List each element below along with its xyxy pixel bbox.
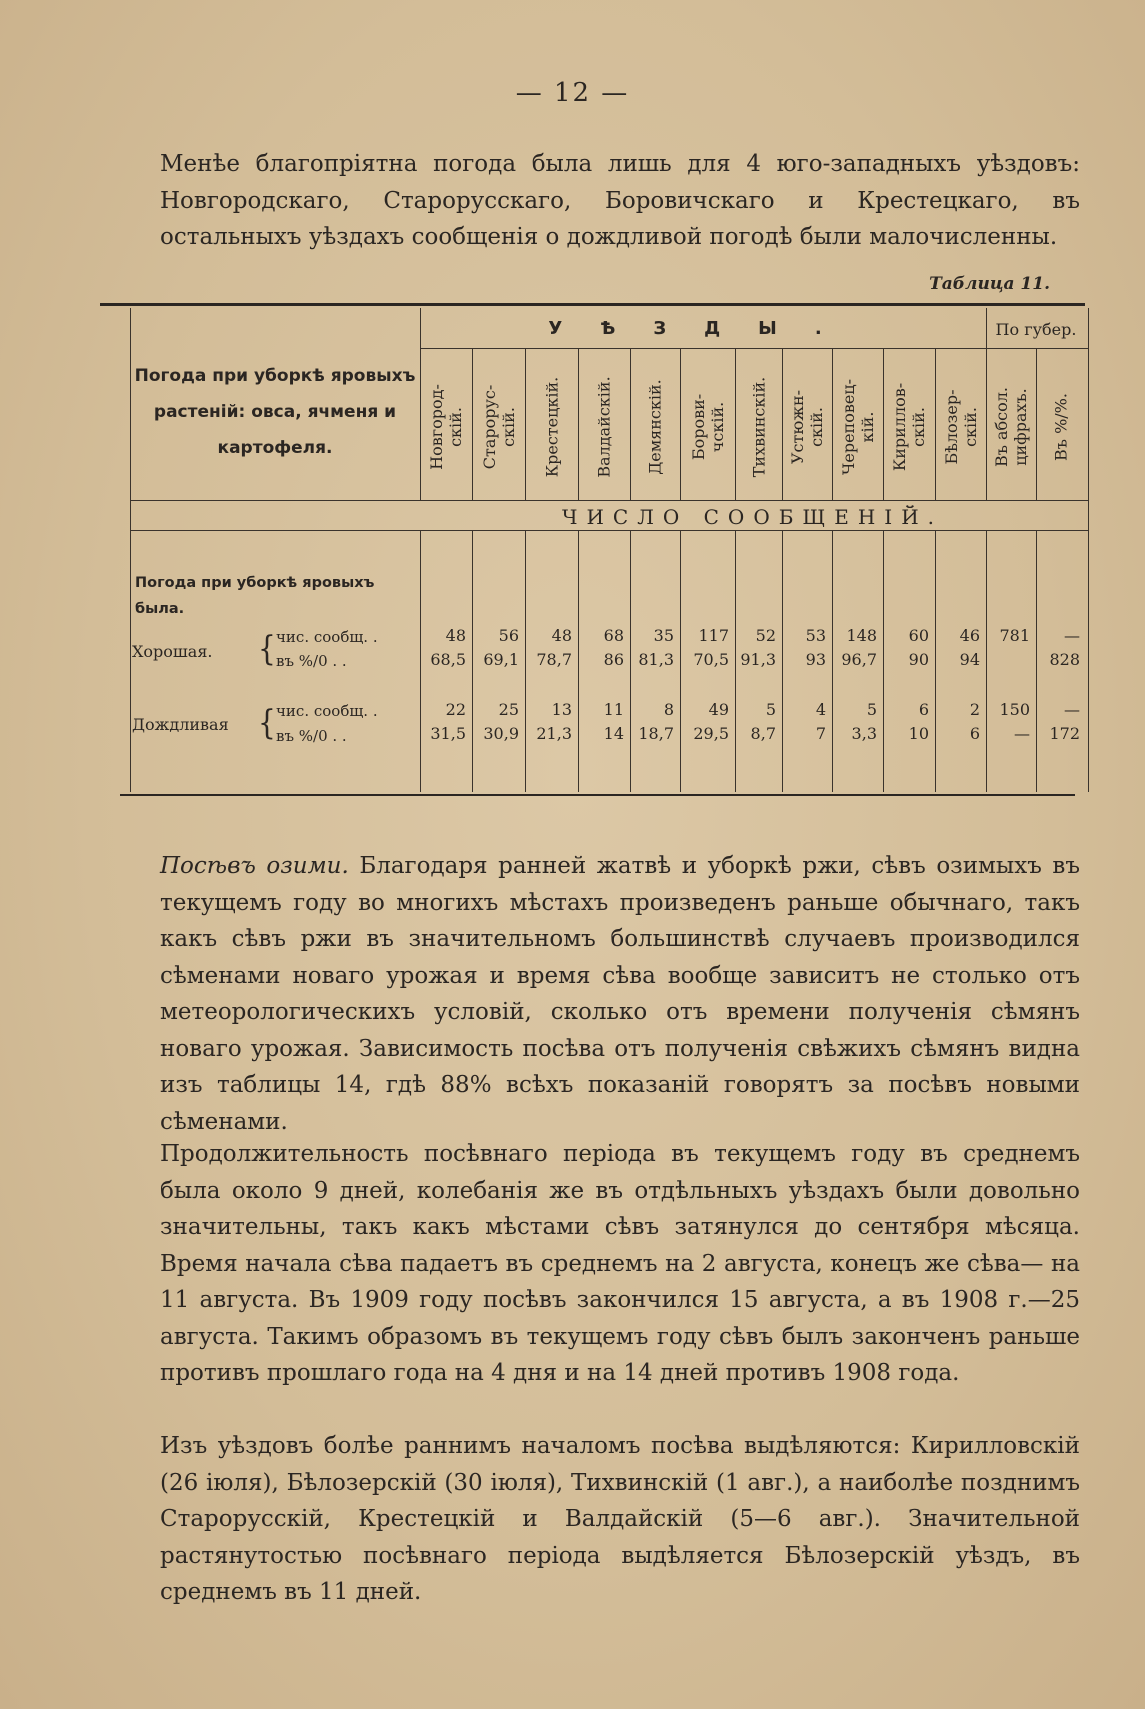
table-cell: — (1014, 724, 1030, 743)
column-divider (883, 530, 884, 792)
column-header-0 (420, 352, 472, 502)
column-divider (883, 348, 884, 500)
table-cell: 56 (498, 626, 519, 645)
table-cell: 2 (969, 700, 980, 719)
column-header-label: Старорус- скій. (479, 384, 518, 470)
column-header-10 (935, 352, 986, 502)
table-cell: 94 (959, 650, 980, 669)
column-divider (1036, 530, 1037, 792)
column-header-label: Демянскій. (645, 379, 665, 475)
table-cell: 148 (846, 626, 877, 645)
column-header-label: Въ %/%. (1051, 393, 1071, 461)
table-cell: — (1064, 700, 1080, 719)
table-cell: 49 (708, 700, 729, 719)
table-cell: 11 (603, 700, 624, 719)
table-cell: 53 (805, 626, 826, 645)
column-divider (630, 348, 631, 500)
column-header-label: Валдайскій. (594, 376, 614, 478)
column-divider (735, 348, 736, 500)
districts-paragraph: Изъ уѣздовъ болѣе раннимъ началомъ посѣва выдѣляются: Кирилловскій (26 іюля), Бѣлозерскій (30 іюля), Тихвинскій (1 авг.), а наиболѣе позднимъ Старорусскій, Крестецкій и Валдайскій (5—6 авг.). Значительной растянутостью посѣвнаго періода выдѣляется Бѣлозерскій уѣздъ, въ среднемъ въ 11 дней. (160, 1433, 1080, 1605)
page-number: — 12 — (515, 78, 630, 108)
table-cell: 13 (551, 700, 572, 719)
column-header-11 (986, 352, 1036, 502)
sowing-paragraph (160, 848, 1080, 1140)
column-divider (782, 348, 783, 500)
table-cell: 10 (908, 724, 929, 743)
column-header-label: Бѣлозер- скій. (941, 389, 980, 465)
table-cell: 91,3 (740, 650, 776, 669)
table-cell: 48 (551, 626, 572, 645)
table-cell: 60 (908, 626, 929, 645)
table-cell: 14 (603, 724, 624, 743)
column-divider (735, 530, 736, 792)
table-cell: 29,5 (693, 724, 729, 743)
table-cell: 6 (969, 724, 980, 743)
table-cell: 81,3 (638, 650, 674, 669)
table-right-border (1088, 308, 1089, 792)
table-cell: 5 (765, 700, 776, 719)
table-left-border (130, 308, 131, 792)
table-cell: 781 (999, 626, 1030, 645)
column-divider (578, 348, 579, 500)
table-cell: 70,5 (693, 650, 729, 669)
column-header-label: Крестецкій. (542, 376, 561, 478)
table-unit-header: ЧИСЛО СООБЩЕНІЙ. (561, 505, 943, 529)
sowing-title: Посѣвъ озими. (160, 853, 349, 879)
row-rainy-pct-label: въ %/0 . . (276, 727, 347, 745)
column-header-12 (1036, 352, 1086, 502)
row-good-pct-label: въ %/0 . . (276, 652, 347, 670)
table-cell: 22 (445, 700, 466, 719)
column-header-label: Тихвинскій. (749, 376, 768, 478)
table-cell: 69,1 (483, 650, 519, 669)
table-cell: 828 (1049, 650, 1080, 669)
table-cell: 6 (918, 700, 929, 719)
column-divider (525, 348, 526, 500)
row-label-rainy: Дождливая (132, 715, 229, 734)
column-header-label: Кириллов- скій. (890, 382, 928, 472)
column-header-9 (883, 352, 935, 502)
table-cell: 25 (498, 700, 519, 719)
column-divider (680, 348, 681, 500)
table-cell: 30,9 (483, 724, 519, 743)
table-cell: 150 (999, 700, 1030, 719)
column-header-1 (472, 352, 525, 502)
table-cell: 68,5 (430, 650, 466, 669)
table-cell: 21,3 (536, 724, 572, 743)
column-divider (832, 348, 833, 500)
column-divider (986, 308, 987, 500)
column-divider (578, 530, 579, 792)
column-header-5 (680, 352, 735, 502)
duration-paragraph: Продолжительность посѣвнаго періода въ текущемъ году въ среднемъ была около 9 дней, колебанія же въ отдѣльныхъ уѣздахъ были довольно значительны, такъ какъ мѣстами сѣвъ затянулся до сентября мѣсяца. Время начала сѣва падаетъ въ среднемъ на 2 августа, конецъ же сѣва— на 11 августа. Въ 1909 году посѣвъ закончился 15 августа, а въ 1908 г.—25 августа. Такимъ образомъ въ текущемъ году сѣвъ былъ законченъ раньше противъ прошлаго года на 4 дня и на 14 дней противъ 1908 года. (160, 1141, 1080, 1386)
column-divider (420, 530, 421, 792)
table-cell: 96,7 (841, 650, 877, 669)
table-cell: 8,7 (750, 724, 776, 743)
row-good-count-label: чис. сообщ. . (276, 628, 378, 646)
column-header-6 (735, 352, 782, 502)
column-divider (832, 530, 833, 792)
table-cell: 7 (815, 724, 826, 743)
column-divider (782, 530, 783, 792)
column-header-label: Въ абсол. цифрахъ. (992, 386, 1030, 468)
table-cell: 5 (866, 700, 877, 719)
table-caption: Таблица 11. (929, 274, 1050, 294)
table-cell: 4 (815, 700, 826, 719)
table-cell: 8 (663, 700, 674, 719)
table-cell: 52 (755, 626, 776, 645)
table-cell: 90 (908, 650, 929, 669)
table-row-header: Погода при уборкѣ яровыхъ растеній: овса, ячменя и картофеля. (134, 366, 416, 458)
table-group-header: УѢЗДЫ. (548, 318, 860, 339)
table-top-rule (100, 303, 1085, 306)
table-cell: 48 (445, 626, 466, 645)
table-cell: 35 (653, 626, 674, 645)
table-cell: 18,7 (638, 724, 674, 743)
row-rainy-count-label: чис. сообщ. . (276, 702, 378, 720)
column-divider (935, 530, 936, 792)
column-divider (472, 348, 473, 500)
table-bottom-rule (120, 794, 1075, 796)
column-divider (986, 530, 987, 792)
table-cell: 46 (959, 626, 980, 645)
column-divider (680, 530, 681, 792)
column-header-2 (525, 352, 578, 502)
column-divider (630, 530, 631, 792)
row-label-good: Хорошая. (132, 642, 213, 661)
sowing-text: Благодаря ранней жатвѣ и уборкѣ ржи, сѣвъ озимыхъ въ текущемъ году во многихъ мѣстахъ произведенъ раньше обычнаго, такъ какъ сѣвъ ржи въ значительномъ большинствѣ случаевъ производился сѣменами новаго урожая и время сѣва вообще зависитъ не столько отъ метеорологическихъ условій, сколько отъ времени полученія сѣмянъ новаго урожая. Зависимость посѣва отъ полученія свѣжихъ сѣмянъ видна изъ таблицы 14, гдѣ 88% всѣхъ показаній говорятъ за посѣвъ новыми сѣменами. (160, 853, 1080, 1135)
table-cell: 3,3 (851, 724, 877, 743)
column-header-label: Новгород- скій. (427, 384, 465, 470)
column-header-label: Борови- чскій. (688, 393, 727, 461)
column-header-label: Устюжн- скій. (788, 389, 826, 465)
table-cell: 86 (603, 650, 624, 669)
table-cell: — (1064, 626, 1080, 645)
column-divider (935, 348, 936, 500)
unit-row-top (130, 500, 1088, 501)
table-cell: 117 (698, 626, 729, 645)
table-cell: 93 (805, 650, 826, 669)
brace-good: { (258, 628, 276, 669)
table-cell: 31,5 (430, 724, 466, 743)
table-cell: 78,7 (536, 650, 572, 669)
column-header-label: Череповец- кій. (838, 378, 877, 476)
table-subheading: Погода при уборкѣ яровыхъ была. (135, 575, 375, 617)
column-header-8 (832, 352, 883, 502)
table-cell: 68 (603, 626, 624, 645)
header-divider (420, 348, 1088, 349)
column-divider (472, 530, 473, 792)
column-header-4 (630, 352, 680, 502)
table-cell: 172 (1049, 724, 1080, 743)
column-divider (1036, 348, 1037, 500)
column-header-7 (782, 352, 832, 502)
unit-row-bottom (130, 530, 1088, 531)
column-divider (525, 530, 526, 792)
brace-rainy: { (258, 702, 276, 743)
table-province-header: По губер. (995, 320, 1077, 339)
column-header-3 (578, 352, 630, 502)
intro-paragraph: Менѣе благопріятна погода была лишь для 4 юго-западныхъ уѣздовъ: Новгородскаго, Старорусскаго, Боровичскаго и Крестецкаго, въ остальныхъ уѣздахъ сообщенія о дождливой погодѣ были малочисленны. (160, 151, 1080, 250)
column-divider (420, 308, 421, 500)
